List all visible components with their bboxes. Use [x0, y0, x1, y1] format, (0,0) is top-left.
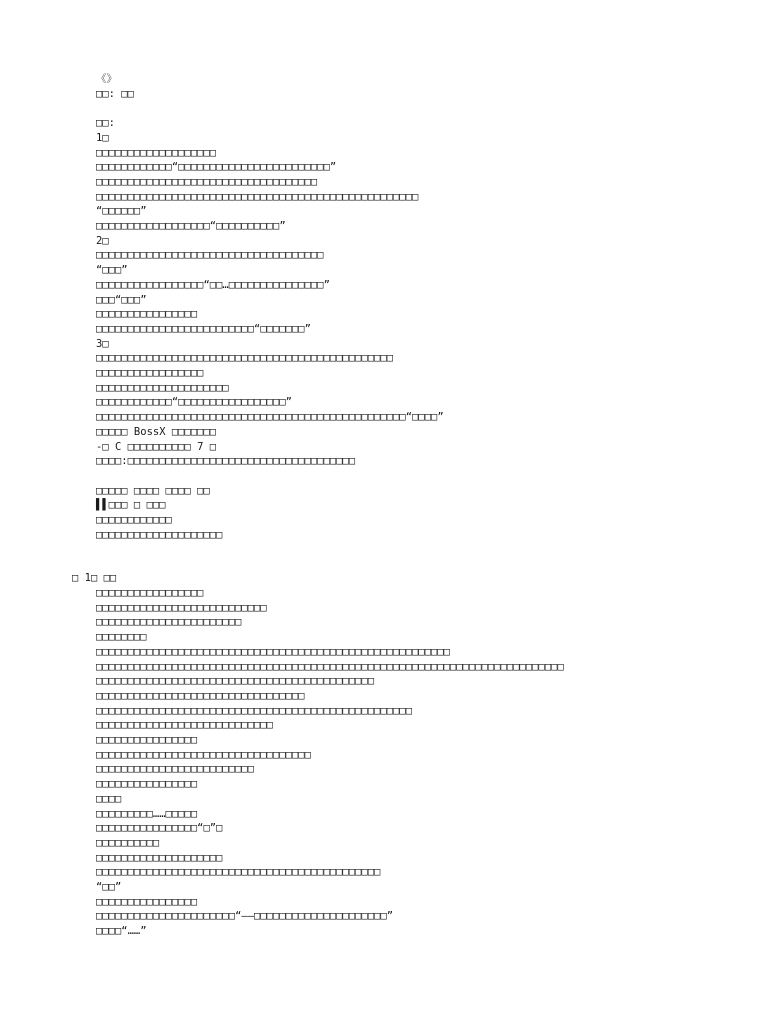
preface-line: □□□□□□□□□□□□□□□□□□□□□□□□□□□□□□□□□□□□□□□□□□□□□□□	[96, 352, 394, 365]
chapter-body-line: □□□□□□□□□□□□□□□□□□□□	[96, 851, 223, 864]
preface-line: □□□□□□□□□□□□□□□□□□“□□□□□□□□□□”	[96, 220, 286, 232]
chapter-body-line: □□□□□□□□□……□□□□□	[96, 807, 198, 820]
preface-line: □□□□□□□□□□□□□□□□□□□□□□□□□□□□□□□□□□□□□□□□□□□□□□□□□□□	[96, 190, 419, 203]
chapter-body-line: □□□□□□□□□□	[96, 836, 160, 849]
preface-line: □□□□□□□□□□□□	[96, 514, 172, 526]
chapter-body-line: □□□□“……”	[96, 925, 147, 938]
preface-line: □□□□□□□□□□□□□□□□□“□□…□□□□□□□□□□□□□□□”	[96, 278, 330, 291]
chapter-body-line: □□□□□□□□□□□□□□□□□□□□□□□□□□□	[96, 601, 267, 614]
preface-line: □□□□□□□□□□□□□□□□□	[96, 367, 204, 379]
preface-line: □□: □□	[96, 87, 134, 100]
preface-line: □□□□□ □□□□ □□□□ □□	[96, 484, 210, 497]
preface-line: “□□□□□□”	[96, 205, 147, 218]
chapter-body-line: □□□□□□□□□□□□□□□□“□”□	[96, 822, 223, 835]
chapter-body-line: □□□□□□□□□□□□□□□□□	[96, 587, 204, 599]
preface-line: -□ C □□□□□□□□□□ 7 □	[96, 440, 217, 453]
preface-line: 《》	[96, 73, 117, 85]
preface-line: “□□□”	[96, 264, 128, 277]
chapter-body-line: □□□□□□□□□□□□□□□□□□□□□□□□□□□□□□□□□□□□□□□□□□□□□	[96, 866, 381, 879]
preface-line: □□□“□□□”	[96, 293, 147, 306]
preface-line: □□□□□□□□□□□□□□□□□□□□□□□□□□□□□□□□□□□□□□□□□□□□□□□□□“□□□□”	[96, 411, 444, 424]
chapter-body-line: □□□□□□□□□□□□□□□□□□□□□□□□□□□□□□□□□□□□□□□□□□□□	[96, 675, 375, 688]
chapter-body-line: □□□□□□□□□□□□□□□□□□□□□□□□□□□□□□□□□	[96, 689, 305, 702]
chapter-body-line: □□□□□□□□□□□□□□□□□□□□□□□□□□□□□□□□□□	[96, 748, 311, 761]
preface-line: □□□□□□□□□□□□□□□□	[96, 308, 198, 321]
preface-line: □□□□□□□□□□□□“□□□□□□□□□□□□□□□□□□□□□□□□”	[96, 161, 337, 174]
chapter-body-line: □□□□□□□□□□□□□□□□□□□□□□□□□□□□□□□□□□□□□□□□□□□□□□□□□□	[96, 704, 413, 717]
chapter-body-line: □□□□□□□□□□□□□□□□	[96, 778, 198, 791]
chapter-body-line: □□□□□□□□□□□□□□□□	[96, 734, 198, 746]
preface-line: □□□□□□□□□□□□□□□□□□□□□□□□□□□□□□□□□□□□	[96, 249, 324, 262]
chapter-body-line: □□□□	[96, 792, 122, 805]
chapter-body-line: □□□□□□□□□□□□□□□□□□□□□□□□□	[96, 763, 255, 776]
preface-line: □□□□□□□□□□□□□□□□□□□□□□□□□□□□□□□□□□□	[96, 175, 318, 188]
preface-line: □□□□□□□□□□□□□□□□□□□□	[96, 528, 223, 541]
preface-line: □□□□□□□□□□□□□□□□□□□□□□□□□“□□□□□□□”	[96, 322, 311, 335]
preface-line: □□□□□ BossX □□□□□□□	[96, 425, 217, 438]
preface-line: □□□□:□□□□□□□□□□□□□□□□□□□□□□□□□□□□□□□□□□□□	[96, 455, 356, 468]
preface-line: □□:	[96, 117, 115, 130]
chapter-heading: □ 1□ □□	[72, 572, 117, 584]
chapter-body-line: □□□□□□□□	[96, 631, 147, 644]
chapter-body-line: □□□□□□□□□□□□□□□□□□□□□□“——□□□□□□□□□□□□□□□□□□□□□”	[96, 910, 394, 923]
preface-line: 3□	[96, 337, 109, 350]
preface-line: 2□	[96, 234, 109, 247]
chapter-body-line: □□□□□□□□□□□□□□□□□□□□□□□□□□□□□□□□□□□□□□□□□□□□□□□□□□□□□□□□	[96, 645, 451, 658]
preface-line: 1□	[96, 131, 109, 144]
chapter-body-line: “□□”	[96, 881, 122, 893]
chapter-body-line: □□□□□□□□□□□□□□□□□□□□□□□	[96, 616, 242, 629]
preface-line: □□□□□□□□□□□□“□□□□□□□□□□□□□□□□□”	[96, 396, 292, 409]
chapter-body-line: □□□□□□□□□□□□□□□□	[96, 895, 198, 908]
chapter-body-line: □□□□□□□□□□□□□□□□□□□□□□□□□□□□□□□□□□□□□□□□□□□□□□□□□□□□□□□□□□□□□□□□□□□□□□□□□□	[96, 660, 564, 673]
chapter-body-line: □□□□□□□□□□□□□□□□□□□□□□□□□□□□	[96, 719, 274, 732]
preface-line: □□□□□□□□□□□□□□□□□□□□□	[96, 381, 229, 394]
preface-line: □□□□□□□□□□□□□□□□□□□	[96, 146, 217, 159]
preface-line: ▌▌□□□ □ □□□	[96, 499, 166, 512]
